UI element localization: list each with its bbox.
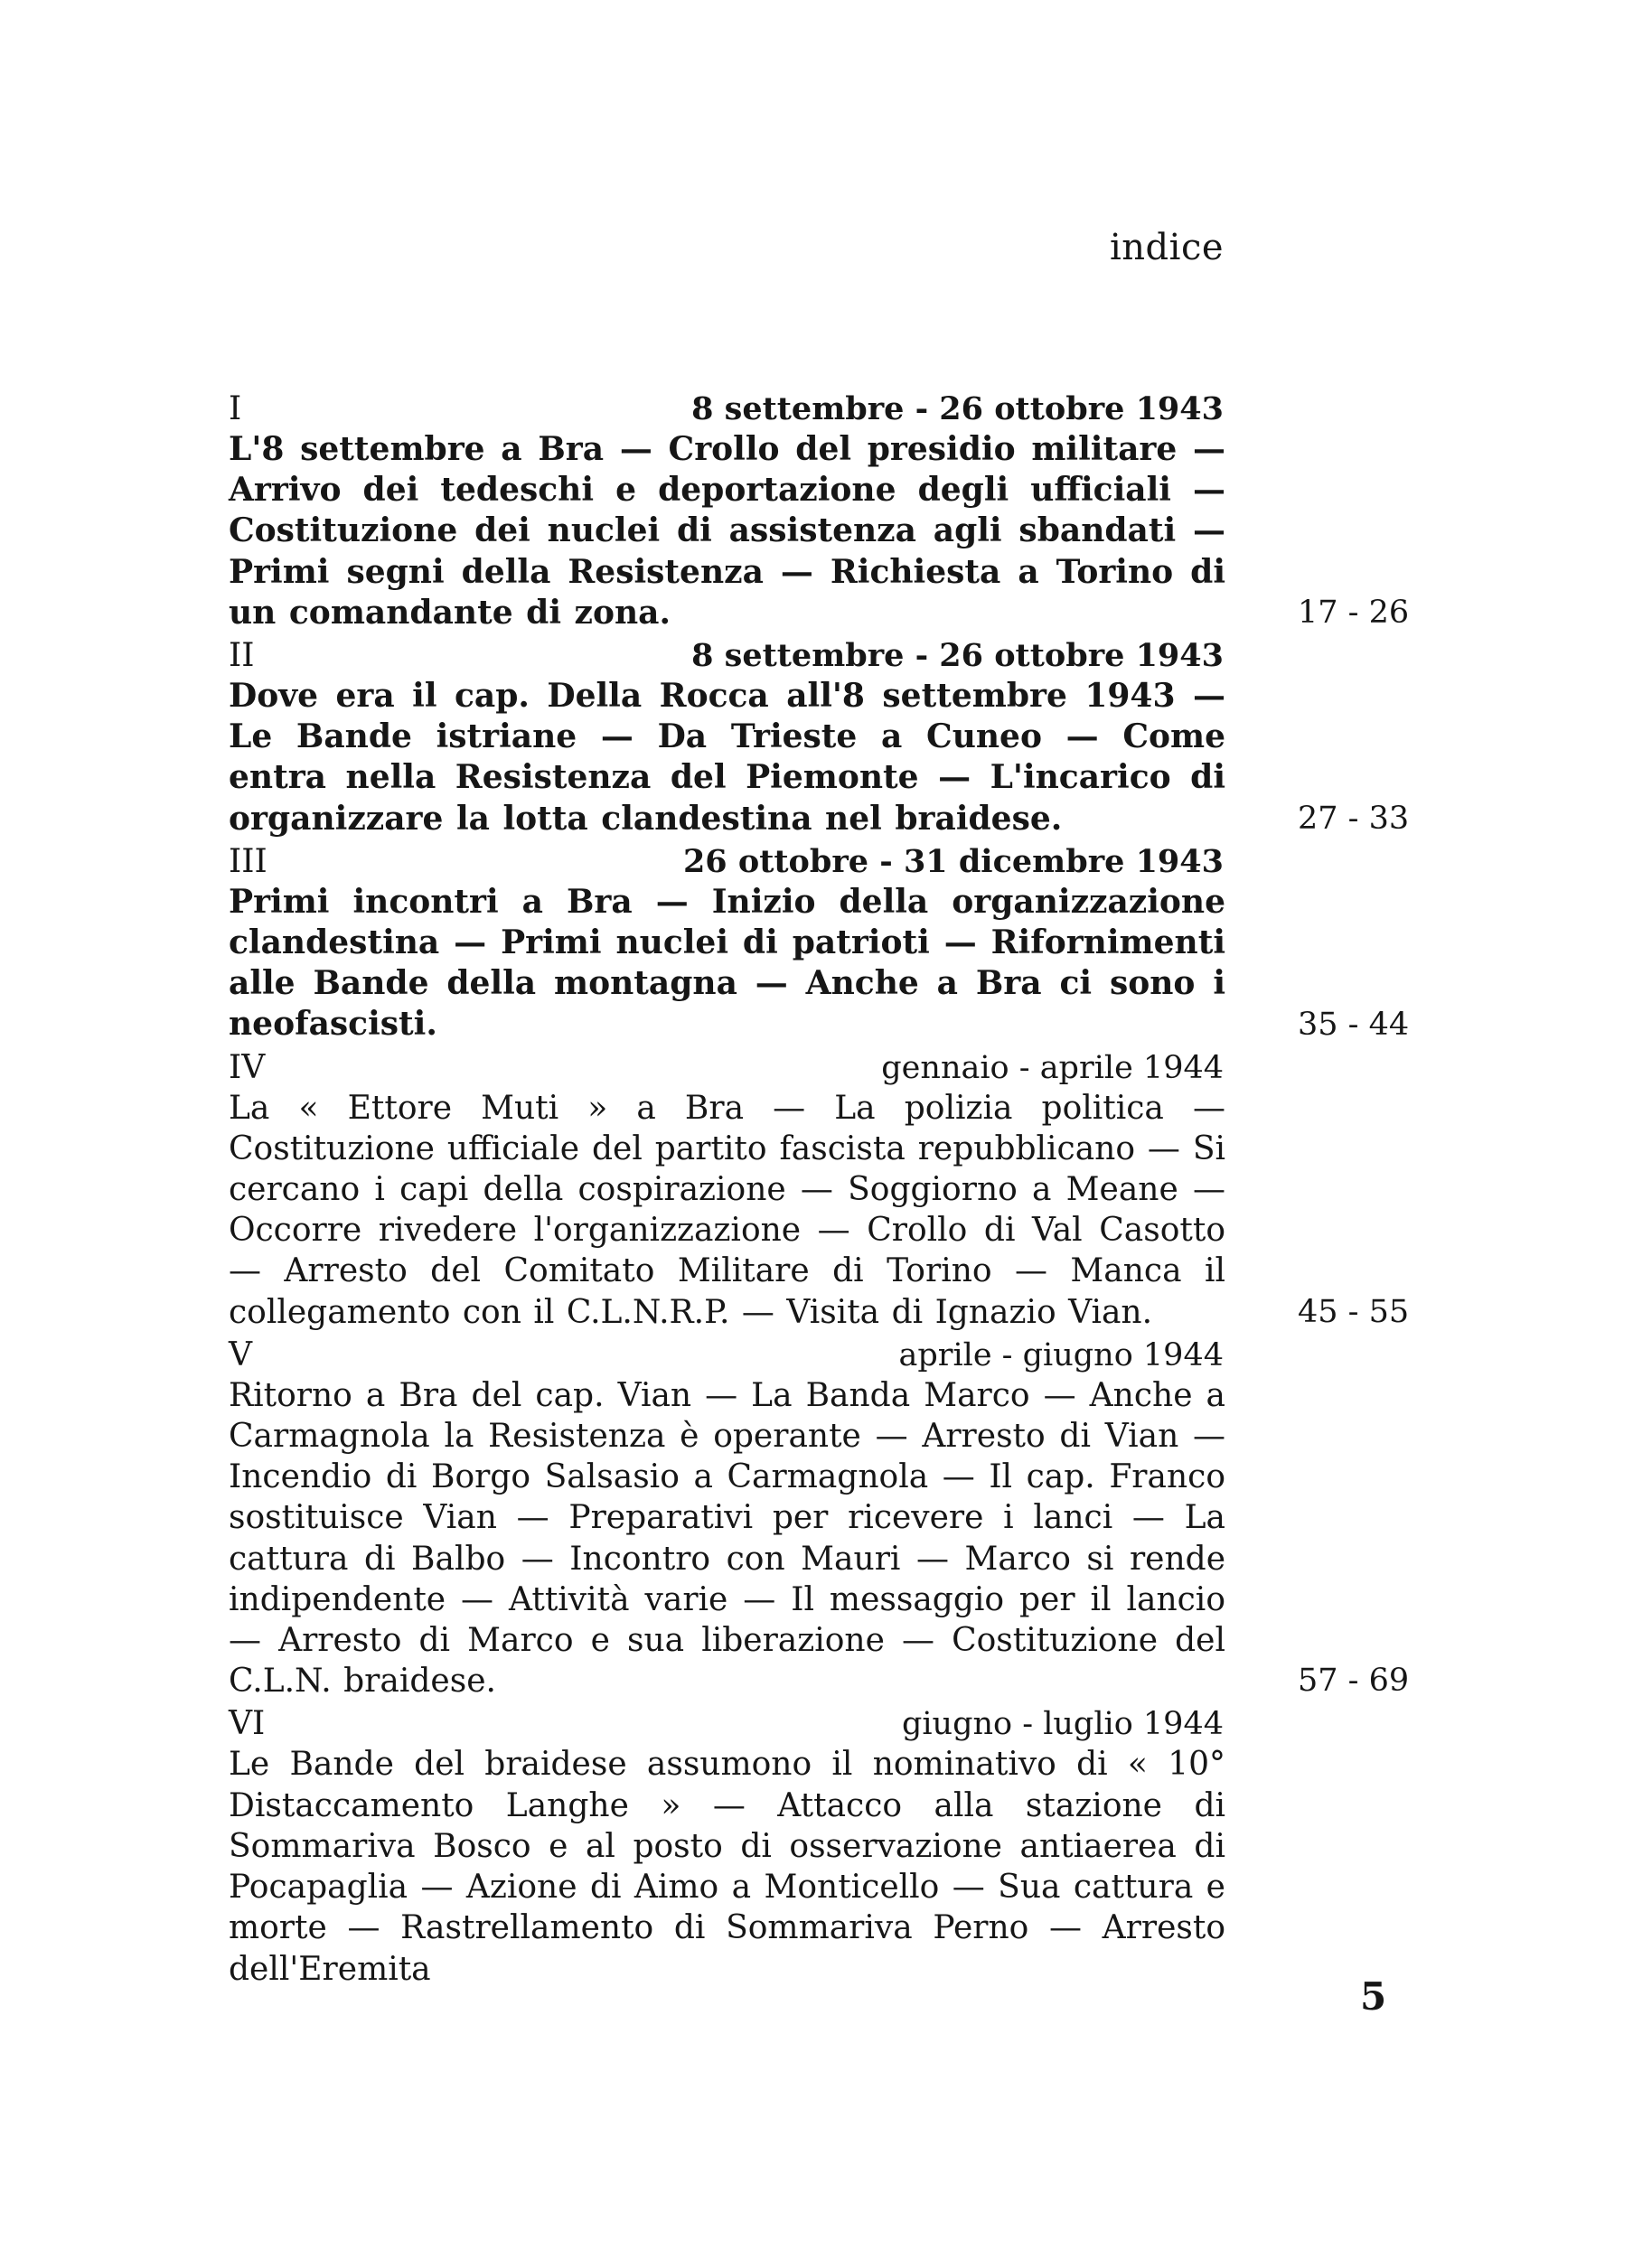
chapter-summary: Ritorno a Bra del cap. Vian — La Banda Marco — Anche a Carmagnola la Resistenza è operante — Arresto di Vian — Incendio di Borgo Salsasio a Carmagnola — Il cap. Franco sostituisce Vian — Preparativi per ricevere i lanci — La cattura di Balbo — Incontro con Mauri — Marco si rende indipendente — Attività varie — Il messaggio per il lancio — Arresto di Marco e sua liberazione — Costituzione del C.L.N. braidese. [229, 1376, 1225, 1701]
chapter-dates: giugno - luglio 1944 [901, 1706, 1224, 1743]
chapter-number: III [229, 842, 267, 880]
chapter-dates: aprile - giugno 1944 [898, 1336, 1224, 1373]
chapter-summary: Le Bande del braidese assumono il nominativo di « 10° Distaccamento Langhe » — Attacco alla stazione di Sommariva Bosco e al posto di osservazione antiaerea di Pocapaglia — Azione di Aimo a Monticello — Sua cattura e morte — Rastrellamento di Sommariva Perno — Arresto dell'Eremita [229, 1746, 1225, 1988]
chapter-number: I [229, 390, 242, 427]
chapter-number: V [229, 1335, 252, 1373]
page-range: 17 - 26 [1298, 595, 1410, 632]
chapter-dates: 26 ottobre - 31 dicembre 1943 [682, 842, 1224, 880]
toc-entry [229, 841, 1410, 1045]
toc-entry [229, 1047, 1410, 1333]
chapter-dates: 8 settembre - 26 ottobre 1943 [691, 637, 1224, 675]
page-range: 35 - 44 [1298, 1006, 1410, 1043]
table-of-contents [229, 389, 1410, 1992]
toc-entry [229, 635, 1410, 839]
page-title: indice [1110, 227, 1225, 268]
chapter-dates: 8 settembre - 26 ottobre 1943 [691, 390, 1224, 427]
chapter-number: IV [229, 1048, 266, 1086]
chapter-summary: Dove era il cap. Della Rocca all'8 settembre 1943 — Le Bande istriane — Da Trieste a Cuneo — Come entra nella Resistenza del Piemonte — L'incarico di organizzare la lotta clandestina nel braidese. [229, 677, 1225, 838]
toc-entry [229, 1335, 1410, 1702]
chapter-summary: La « Ettore Muti » a Bra — La polizia politica — Costituzione ufficiale del partito fascista repubblicano — Si cercano i capi della cospirazione — Soggiorno a Meane — Occorre rivedere l'organizzazione — Crollo di Val Casotto — Arresto del Comitato Militare di Torino — Manca il collegamento con il C.L.N.R.P. — Visita di Ignazio Vian. [229, 1089, 1225, 1331]
toc-entry [229, 389, 1410, 633]
chapter-summary: Primi incontri a Bra — Inizio della organizzazione clandestina — Primi nuclei di patrioti — Rifornimenti alle Bande della montagna — Anche a Bra ci sono i neofascisti. [229, 882, 1225, 1044]
chapter-number: VI [229, 1705, 266, 1743]
chapter-dates: gennaio - aprile 1944 [881, 1049, 1224, 1086]
page-range: 27 - 33 [1298, 800, 1410, 837]
toc-entry [229, 1703, 1385, 1989]
page-range: 45 - 55 [1298, 1293, 1410, 1330]
page-number: 5 [1360, 1974, 1387, 2019]
chapter-summary: L'8 settembre a Bra — Crollo del presidio militare — Arrivo dei tedeschi e deportazione degli ufficiali — Costituzione dei nuclei di assistenza agli sbandati — Primi segni della Resistenza — Richiesta a Torino di un comandante di zona. [229, 430, 1225, 632]
page-range: 57 - 69 [1298, 1663, 1410, 1700]
chapter-number: II [229, 637, 255, 675]
